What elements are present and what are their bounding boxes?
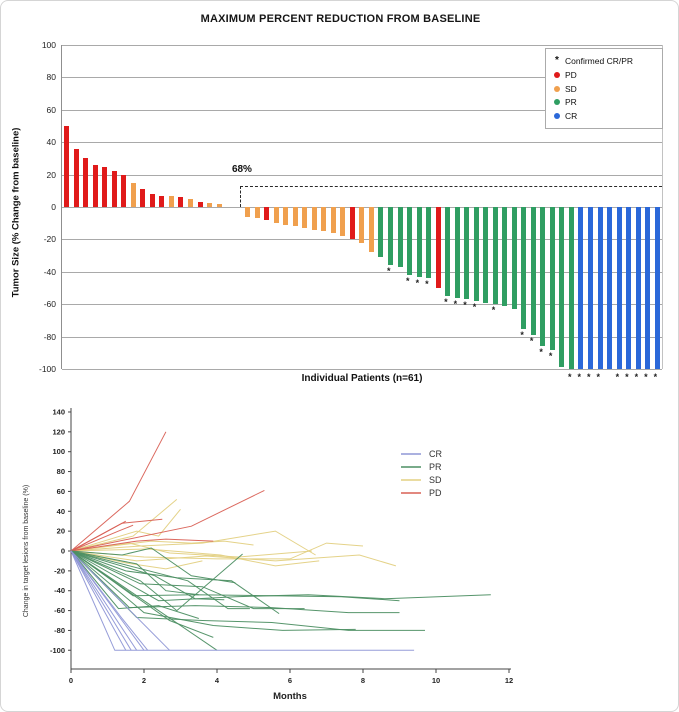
y-tick-label: -60 [43,299,56,310]
confirmed-asterisk: * [577,372,581,382]
legend-label: SD [565,83,577,94]
bar-patient-37-PR [426,207,431,278]
bar-patient-50-PR [550,207,555,350]
confirmed-asterisk: * [529,335,534,346]
legend-item-CR [554,112,654,121]
bar-patient-47-PR [521,207,526,329]
confirmed-asterisk: * [539,347,543,358]
y-tick-label: -20 [43,234,56,245]
bar-patient-17-SD [217,204,222,207]
bar-patient-15-PD [198,202,203,207]
bar-patient-1-PD [64,126,69,207]
annotation-dashed-vline [240,186,241,207]
bar-patient-42-PR [474,207,479,301]
bar-patient-22-SD [283,207,288,225]
confirmed-asterisk: * [644,372,648,382]
bar-patient-39-PR [445,207,450,296]
series-line-PD-9 [71,432,166,551]
gridline-y-100 [62,369,662,370]
y-tick-label: -40 [54,586,65,596]
spider-legend-label-PR: PR [429,462,442,472]
bar-patient-23-SD [293,207,298,226]
y-tick-label: 100 [41,40,56,50]
bar-patient-57-CR [617,207,622,369]
confirmed-asterisk: * [463,300,467,311]
x-tick-label: 12 [504,676,514,685]
y-tick-label: -40 [43,266,56,277]
y-tick-label: 0 [51,202,56,212]
y-tick-label: -80 [43,331,56,342]
series-line-CR-36 [71,551,148,650]
bar-patient-52-PR [569,207,574,369]
spider-x-axis-label: Months [273,691,307,702]
bar-patient-19-SD [255,207,260,218]
spider-chart [1,396,679,708]
bar-patient-11-PD [159,196,164,207]
bar-patient-26-SD [321,207,326,231]
confirmed-asterisk: * [444,297,448,308]
waterfall-x-axis-label: Individual Patients (n=61) [301,373,423,384]
bar-patient-13-PD [178,197,183,207]
annotation-dashed-hline [240,186,662,187]
bar-patient-27-SD [331,207,336,233]
legend-label: Confirmed CR/PR [565,55,634,66]
x-tick-label: 2 [141,676,147,685]
bar-patient-8-SD [131,183,136,207]
bar-patient-45-PR [502,207,507,306]
confirmed-asterisk: * [406,276,410,287]
bar-patient-33-PR [388,207,393,265]
y-tick-label: 140 [52,407,65,417]
bar-patient-43-PR [483,207,488,303]
bar-patient-14-SD [188,199,193,207]
series-line-SD-5 [71,549,319,566]
bar-patient-61-CR [655,207,660,369]
y-tick-label: 20 [56,526,65,536]
confirmed-asterisk: * [453,298,458,309]
bar-patient-54-CR [588,207,593,369]
confirmed-asterisk: * [387,266,391,277]
bar-patient-24-SD [302,207,307,228]
confirmed-asterisk: * [615,372,620,382]
waterfall-y-axis-label-text: Tumor Size (% Change from baseline) [10,127,22,298]
bar-patient-60-CR [645,207,650,369]
bar-patient-30-SD [359,207,364,243]
series-line-CR-31 [71,551,126,650]
bar-patient-6-PD [112,171,117,207]
spider-y-axis-label: Change in target lesions from baseline (%) [23,484,30,618]
series-line-CR-33 [71,551,137,650]
legend-dot-icon-SD [554,86,560,92]
spider-plot-svg [1,396,679,708]
y-tick-label: -80 [54,625,65,635]
y-tick-label: 40 [56,506,65,516]
bar-patient-21-SD [274,207,279,223]
bar-patient-51-PR [559,207,564,367]
confirmed-asterisk: * [472,301,477,312]
legend-label: PD [565,70,577,80]
bar-patient-9-PD [140,189,145,207]
bar-patient-41-PR [464,207,469,299]
bar-patient-7-PD [121,175,126,207]
confirmed-asterisk: * [567,372,572,382]
gridline-y40 [62,142,662,143]
bar-patient-25-SD [312,207,317,230]
bar-patient-44-PR [493,207,498,304]
bar-patient-5-PD [102,167,107,208]
annotation-68pct-label: 68% [231,163,252,175]
y-tick-label: -100 [38,364,56,374]
legend-item-PD [554,71,654,80]
waterfall-title: MAXIMUM PERCENT REDUCTION FROM BASELINE [200,13,481,25]
spider-legend-label-PD: PD [429,488,442,498]
bar-patient-34-PR [398,207,403,267]
y-tick-label: 60 [46,104,56,115]
bar-patient-38-PD [436,207,441,288]
confirmed-asterisk: * [415,277,420,288]
confirmed-asterisk: * [587,372,591,382]
bar-patient-2-PD [74,149,79,207]
confirmed-asterisk: * [491,305,496,316]
legend-label: CR [565,110,578,121]
y-tick-label: -60 [54,606,65,616]
legend-dot-icon-PR [554,99,560,105]
legend-dot-icon-PD [554,72,560,78]
bar-patient-36-PR [417,207,422,277]
bar-patient-49-PR [540,207,545,346]
y-tick-label: 80 [56,467,65,477]
spider-legend-label-SD: SD [429,475,442,485]
confirmed-asterisk: * [425,279,429,290]
gridline-y20 [62,175,662,176]
bar-patient-3-PD [83,158,88,207]
bar-patient-53-CR [578,207,583,369]
y-tick-label: 80 [46,72,56,83]
bar-patient-46-PR [512,207,517,309]
confirmed-asterisk: * [653,372,658,382]
bar-patient-10-PD [150,194,155,207]
bar-patient-28-SD [340,207,345,236]
confirmed-asterisk: * [596,372,601,382]
legend-item-confirmed [554,56,654,66]
y-tick-label: 120 [52,427,65,437]
confirmed-asterisk: * [634,372,639,382]
x-tick-label: 4 [214,676,220,685]
legend-label: PR [565,97,577,107]
bar-patient-59-CR [636,207,641,369]
series-line-PR-28 [71,551,356,630]
bar-patient-58-CR [626,207,631,369]
confirmed-asterisk: * [548,350,553,361]
legend-dot-icon-CR [554,113,560,119]
y-tick-label: 20 [46,169,56,180]
bar-patient-48-PR [531,207,536,335]
bar-patient-4-PD [93,165,98,207]
x-tick-label: 6 [287,676,293,685]
y-tick-label: -20 [54,566,65,576]
bar-patient-56-CR [607,207,612,369]
y-tick-label: -100 [49,645,65,655]
x-tick-label: 0 [68,676,74,685]
x-tick-label: 8 [360,676,366,685]
y-tick-label: 40 [46,137,56,148]
bar-patient-35-PR [407,207,412,275]
spider-legend-label-CR: CR [429,449,442,459]
y-tick-label: 100 [52,447,65,457]
bar-patient-20-PD [264,207,269,220]
legend-item-SD [554,85,654,94]
bar-patient-12-SD [169,196,174,207]
bar-patient-18-SD [245,207,250,217]
legend-item-PR [554,98,654,107]
x-tick-label: 10 [431,676,441,685]
bar-patient-40-PR [455,207,460,298]
bar-patient-29-PD [350,207,355,239]
asterisk-icon: * [555,55,559,66]
y-tick-label: 60 [56,486,65,496]
bar-patient-32-PR [378,207,383,257]
y-tick-label: 0 [60,546,65,556]
waterfall-legend [545,48,663,129]
bar-patient-16-SD [207,203,212,207]
confirmed-asterisk: * [625,372,629,382]
bar-patient-55-CR [598,207,603,369]
gridline-y100 [62,45,662,46]
bar-patient-31-SD [369,207,374,252]
confirmed-asterisk: * [520,329,524,340]
